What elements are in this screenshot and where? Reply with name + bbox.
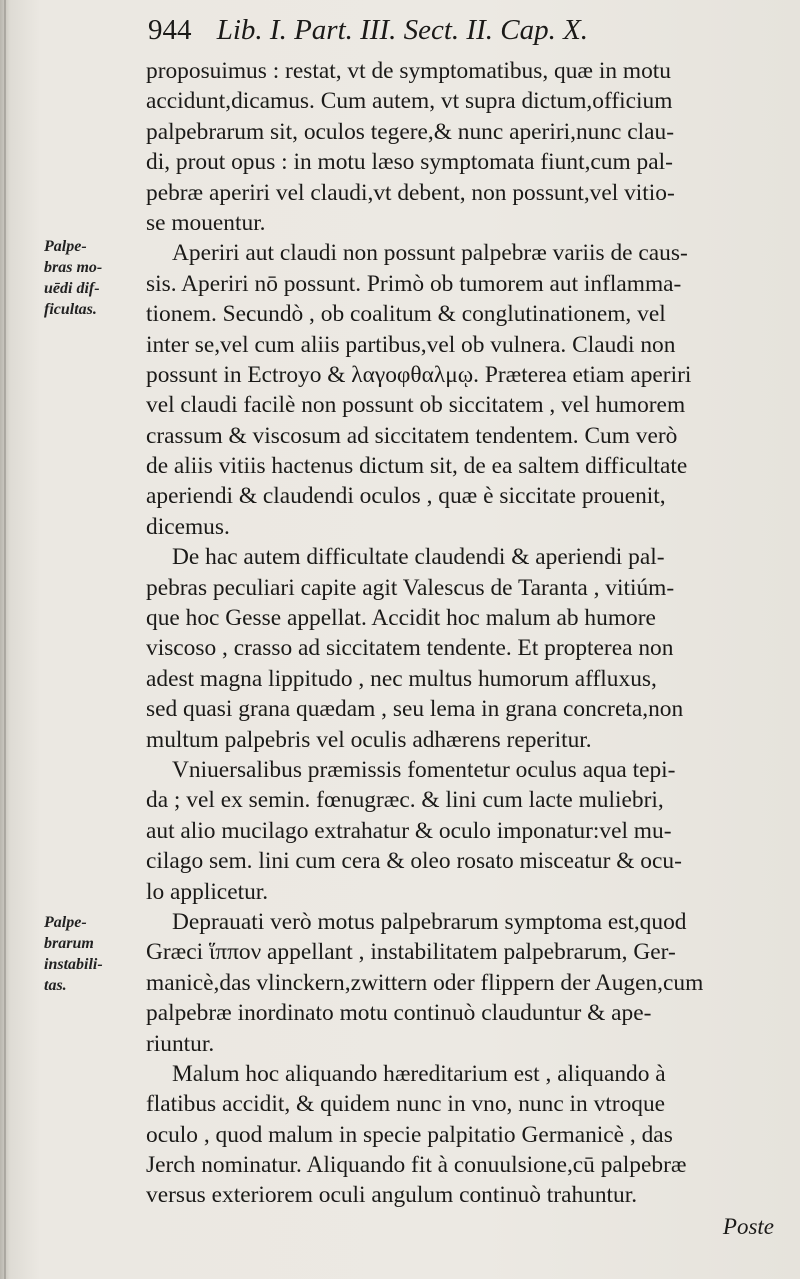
text-line: Græci ἵππον appellant , instabilitatem palpebrarum, Ger- bbox=[146, 939, 676, 966]
marginal-line: brarum bbox=[44, 935, 94, 952]
text-line: riuntur. bbox=[146, 1030, 215, 1057]
text-line: inter se,vel cum aliis partibus,vel ob vulnera. Claudi non bbox=[146, 331, 676, 358]
marginal-line: Palpe- bbox=[44, 238, 87, 255]
text-line: pebræ aperiri vel claudi,vt debent, non possunt,vel vitio- bbox=[146, 179, 675, 206]
text-line: di, prout opus : in motu læso symptomata fiunt,cum pal- bbox=[146, 149, 673, 176]
page-gutter-shadow bbox=[4, 0, 6, 1279]
text-line: cilago sem. lini cum cera & oleo rosato misceatur & ocu- bbox=[146, 848, 682, 875]
text-line: tionem. Secundò , ob coalitum & conglutinationem, vel bbox=[146, 301, 666, 328]
marginal-line: instabili- bbox=[44, 956, 103, 973]
text-line: versus exteriorem oculi angulum continuò trahuntur. bbox=[146, 1182, 638, 1209]
marginal-line: ficultas. bbox=[44, 301, 97, 318]
marginal-note-eyelid-movement bbox=[44, 236, 140, 320]
text-line: crassum & viscosum ad siccitatem tendentem. Cum verò bbox=[146, 422, 678, 449]
marginal-line: uēdi dif- bbox=[44, 280, 100, 297]
text-line: da ; vel ex semin. fœnugræc. & lini cum lacte muliebri, bbox=[146, 787, 664, 814]
running-title: Lib. I. Part. III. Sect. II. Cap. X. bbox=[216, 14, 589, 46]
text-line: flatibus accidit, & quidem nunc in vno, nunc in vtroque bbox=[146, 1091, 666, 1118]
marginal-line: bras mo- bbox=[44, 259, 103, 276]
text-line: Jerch nominatur. Aliquando fit à conuulsione,cū palpebræ bbox=[146, 1152, 687, 1179]
text-line-paragraph-start: Malum hoc aliquando hæreditarium est , aliquando à bbox=[172, 1060, 666, 1087]
text-line-paragraph-start: De hac autem difficultate claudendi & aperiendi pal- bbox=[172, 544, 665, 571]
text-line: manicè,das vlinckern,zwittern oder flippern der Augen,cum bbox=[146, 969, 704, 996]
page-number: 944 bbox=[148, 14, 192, 46]
text-line: oculo , quod malum in specie palpitatio Germanicè , das bbox=[146, 1121, 673, 1148]
text-line: pebras peculiari capite agit Valescus de Taranta , vitiúm- bbox=[146, 574, 675, 601]
main-text-block bbox=[146, 56, 778, 1211]
text-line: possunt in Ectroyo & λαγοφθαλμῳ. Præterea etiam aperiri bbox=[146, 361, 692, 388]
text-line: aperiendi & claudendi oculos , quæ è siccitate prouenit, bbox=[146, 483, 666, 510]
text-line: palpebrarum sit, oculos tegere,& nunc aperiri,nunc clau- bbox=[146, 118, 675, 145]
text-line-paragraph-start: Deprauati verò motus palpebrarum symptoma est,quod bbox=[172, 908, 687, 935]
text-line: que hoc Gesse appellat. Accidit hoc malum ab humore bbox=[146, 605, 656, 632]
text-line: adest magna lippitudo , nec multus humorum affluxus, bbox=[146, 665, 657, 692]
text-line: viscoso , crasso ad siccitatem tendente. Et propterea non bbox=[146, 635, 674, 662]
text-line-paragraph-start: Vniuersalibus præmissis fomentetur oculus aqua tepi- bbox=[172, 756, 676, 783]
text-line: sed quasi grana quædam , seu lema in grana concreta,non bbox=[146, 696, 684, 723]
text-line: lo applicetur. bbox=[146, 878, 269, 905]
marginal-line: Palpe- bbox=[44, 914, 87, 931]
text-line: vel claudi facilè non possunt ob siccitatem , vel humorem bbox=[146, 392, 686, 419]
text-line-paragraph-start: Aperiri aut claudi non possunt palpebræ variis de caus- bbox=[172, 240, 688, 267]
text-line: multum palpebris vel oculis adhærens reperitur. bbox=[146, 726, 592, 753]
catchword: Poste bbox=[722, 1214, 774, 1239]
text-line: accidunt,dicamus. Cum autem, vt supra dictum,officium bbox=[146, 88, 673, 115]
text-line: se mouentur. bbox=[146, 209, 266, 236]
text-line: palpebræ inordinato motu continuò clauduntur & ape- bbox=[146, 1000, 652, 1027]
marginal-note-eyelid-instability bbox=[44, 912, 140, 996]
marginal-line: tas. bbox=[44, 977, 67, 994]
text-line: dicemus. bbox=[146, 513, 230, 540]
running-header bbox=[148, 14, 788, 54]
text-line: aut alio mucilago extrahatur & oculo imponatur:vel mu- bbox=[146, 817, 672, 844]
text-line: de aliis vitiis hactenus dictum sit, de ea saltem difficultate bbox=[146, 453, 688, 480]
text-line: sis. Aperiri nō possunt. Primò ob tumorem aut inflamma- bbox=[146, 270, 682, 297]
text-line: proposuimus : restat, vt de symptomatibus, quæ in motu bbox=[146, 58, 671, 84]
